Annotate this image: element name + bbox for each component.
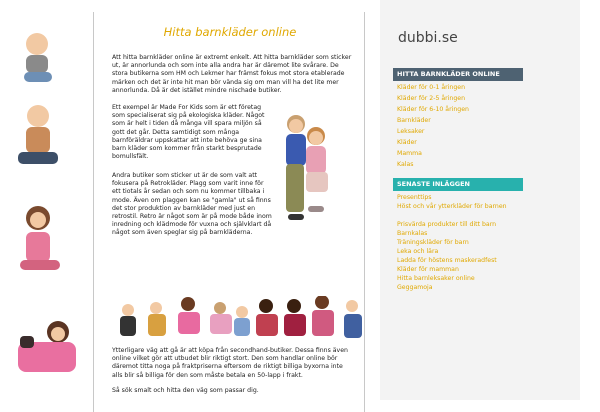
link-barnleksaker-online[interactable]: Hitta barnleksaker online [397, 275, 475, 282]
box-heading-hitta-barnklader: HITTA BARNKLÄDER ONLINE [393, 68, 523, 81]
link-prisvarda-produkter[interactable]: Prisvärda produkter till ditt barn [397, 221, 497, 228]
link-klader[interactable]: Kläder [397, 139, 417, 146]
paragraph-retro: Andra butiker som sticker ut är de som valt att fokusera på Retrokläder. Plagg som varit inne för ett tiotals år sedan och som nu kommer tillbaka i mode. Även om plaggen kan se "gamla" ut så finns det stor produktion av barnkläder med just en retrostil. Retro är något som är på mode både inom inredning och klädmode för vuxna och självklart då något som även speglar sig på barnkläderna. [112, 172, 272, 237]
link-traningsklader[interactable]: Träningskläder för barn [397, 239, 469, 246]
link-maskeradfest[interactable]: Ladda för höstens maskeradfest [397, 257, 497, 264]
link-presenttips[interactable]: Presenttips [397, 194, 432, 201]
paragraph-secondhand: Ytterligare väg att gå är att köpa från secondhand-butiker. Dessa finns även online vilket gör att utbudet blir riktigt stort. Den som handlar online bör däremot titta noga på fraktpriserna eftersom de riktigt billiga byxorna inte alls blir så billiga för den som måste betala en 50-lapp i frakt. [112, 347, 348, 379]
toddler-photo-2 [18, 105, 58, 164]
site-title[interactable]: dubbi.se [398, 30, 458, 46]
left-photo-column [0, 0, 92, 400]
link-klader-0-1[interactable]: Kläder för 0-1 åringen [397, 84, 465, 91]
paragraph-conclusion: Så sök smalt och hitta den väg som passar dig. [112, 387, 259, 394]
link-leka-och-lara[interactable]: Leka och lära [397, 248, 439, 255]
main-content [93, 12, 365, 412]
link-mamma[interactable]: Mamma [397, 150, 422, 157]
link-host-och-var[interactable]: Höst och vår ytterkläder för barnen [397, 203, 507, 210]
paragraph-made-for-kids: Ett exempel är Made For Kids som är ett företag som specialiserat sig på ekologiska kläder. Något som är helt i tiden då många vill spara miljön så gott det går. Detta samtidigt som många barnföräldrar uppskattar att inte behöva ge sina barn kläder som kommer från starkt besprutade bomullsfält. [112, 104, 265, 161]
link-klader-for-mamman[interactable]: Kläder för mamman [397, 266, 459, 273]
sidebar [378, 0, 600, 400]
link-kalas[interactable]: Kalas [397, 161, 414, 168]
children-photos [0, 0, 92, 400]
girl-photo [20, 206, 60, 270]
page-title: Hitta barnkläder online [163, 25, 297, 39]
link-klader-2-5[interactable]: Kläder för 2-5 åringen [397, 95, 465, 102]
link-leksaker[interactable]: Leksaker [397, 128, 425, 135]
children-pair-photo [278, 110, 334, 234]
link-geggamoja[interactable]: Geggamoja [397, 284, 433, 291]
girl-lying-photo [18, 321, 76, 372]
link-klader-6-10[interactable]: Kläder för 6-10 åringen [397, 106, 469, 113]
children-group-photo [116, 296, 366, 348]
link-barnkalas[interactable]: Barnkalas [397, 230, 428, 237]
box-heading-senaste-inlaggen: SENASTE INLÄGGEN [393, 178, 523, 191]
paragraph-intro: Att hitta barnkläder online är extremt enkelt. Att hitta barnkläder som sticker ut, är annorlunda och som inte alla andra har är däremot lite svårare. De stora butikerna som HM och Lekmer har främst fokus mot stora etablerade märken och det är inte hit man bör vända sig om man vill ha det lite mer annorlunda. Då är det istället mindre nischade butiker. [112, 54, 352, 94]
toddler-photo-1 [24, 33, 52, 82]
link-barnklader[interactable]: Barnkläder [397, 117, 431, 124]
